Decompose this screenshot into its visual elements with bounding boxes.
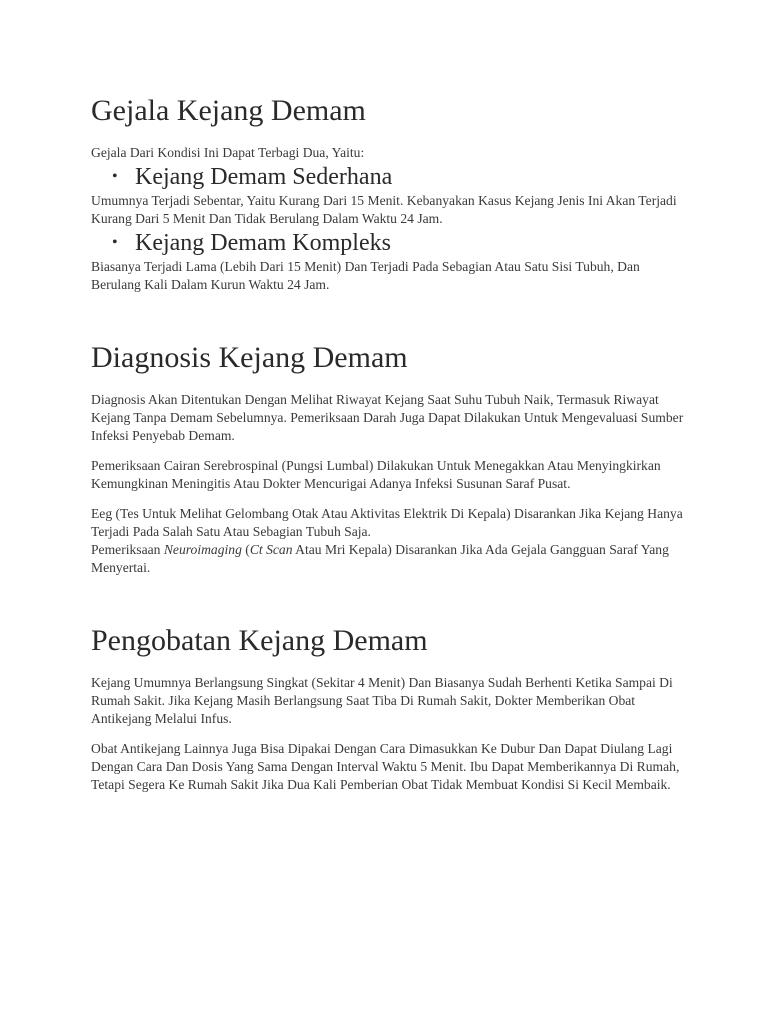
ct-scan-term: Ct Scan	[249, 542, 293, 557]
gejala-intro: Gejala Dari Kondisi Ini Dapat Terbagi Dua, Yaitu:	[91, 145, 365, 160]
pengobatan-paragraph-2: Obat Antikejang Lainnya Juga Bisa Dipakai Dengan Cara Dimasukkan Ke Dubur Dan Dapat Diulang Lagi Dengan Cara Dan Dosis Yang Sama Dengan Interval Waktu 5 Menit. Ibu Dapat Memberikannya Di Rumah, Tetapi Segera Ke Rumah Sakit Jika Dua Kali Pemberian Obat Tidak Membuat Kondisi Si Kecil Membaik.	[91, 741, 680, 792]
neuroimaging-term: Neuroimaging	[163, 542, 242, 557]
paragraph-sederhana: Umumnya Terjadi Sebentar, Yaitu Kurang Dari 15 Menit. Kebanyakan Kasus Kejang Jenis Ini Akan Terjadi Kurang Dari 5 Menit Dan Tidak Berulang Dalam Waktu 24 Jam.	[91, 193, 677, 226]
para4-post: Atau Mri Kepala) Disarankan Jika Ada Gejala Gangguan Saraf Yang Menyertai.	[91, 542, 669, 575]
para4-mid: (	[241, 542, 250, 557]
diagnosis-paragraph-3: Eeg (Tes Untuk Melihat Gelombang Otak Atau Aktivitas Elektrik Di Kepala) Disarankan Jika Kejang Hanya Terjadi Pada Salah Satu Atau Sebagian Tubuh Saja.	[91, 506, 683, 539]
paragraph-kompleks: Biasanya Terjadi Lama (Lebih Dari 15 Menit) Dan Terjadi Pada Sebagian Atau Satu Sisi Tubuh, Dan Berulang Kali Dalam Kurun Waktu 24 Jam.	[91, 259, 640, 292]
heading-diagnosis: Diagnosis Kejang Demam	[91, 341, 408, 374]
article-content	[91, 92, 691, 794]
heading-pengobatan: Pengobatan Kejang Demam	[91, 624, 428, 657]
bullet-kejang-kompleks: • Kejang Demam Kompleks	[91, 228, 691, 258]
diagnosis-paragraph-1: Diagnosis Akan Ditentukan Dengan Melihat Riwayat Kejang Saat Suhu Tubuh Naik, Termasuk Riwayat Kejang Tanpa Demam Sebelumnya. Pemeriksaan Darah Juga Dapat Dilakukan Untuk Mengevaluasi Sumber Infeksi Penyebab Demam.	[91, 392, 684, 443]
diagnosis-paragraph-4	[91, 541, 691, 577]
diagnosis-paragraph-2: Pemeriksaan Cairan Serebrospinal (Pungsi Lumbal) Dilakukan Untuk Menegakkan Atau Menyingkirkan Kemungkinan Meningitis Atau Dokter Mencurigai Adanya Infeksi Susunan Saraf Pusat.	[91, 458, 661, 491]
bullet-kejang-sederhana: • Kejang Demam Sederhana	[91, 162, 691, 192]
pengobatan-paragraph-1: Kejang Umumnya Berlangsung Singkat (Sekitar 4 Menit) Dan Biasanya Sudah Berhenti Ketika Sampai Di Rumah Sakit. Jika Kejang Masih Berlangsung Saat Tiba Di Rumah Sakit, Dokter Memberikan Obat Antikejang Melalui Infus.	[91, 675, 673, 726]
bullet-list-1	[91, 162, 691, 192]
heading-gejala: Gejala Kejang Demam	[91, 94, 366, 127]
para4-pre: Pemeriksaan	[91, 542, 164, 557]
bullet-list-2	[91, 228, 691, 258]
